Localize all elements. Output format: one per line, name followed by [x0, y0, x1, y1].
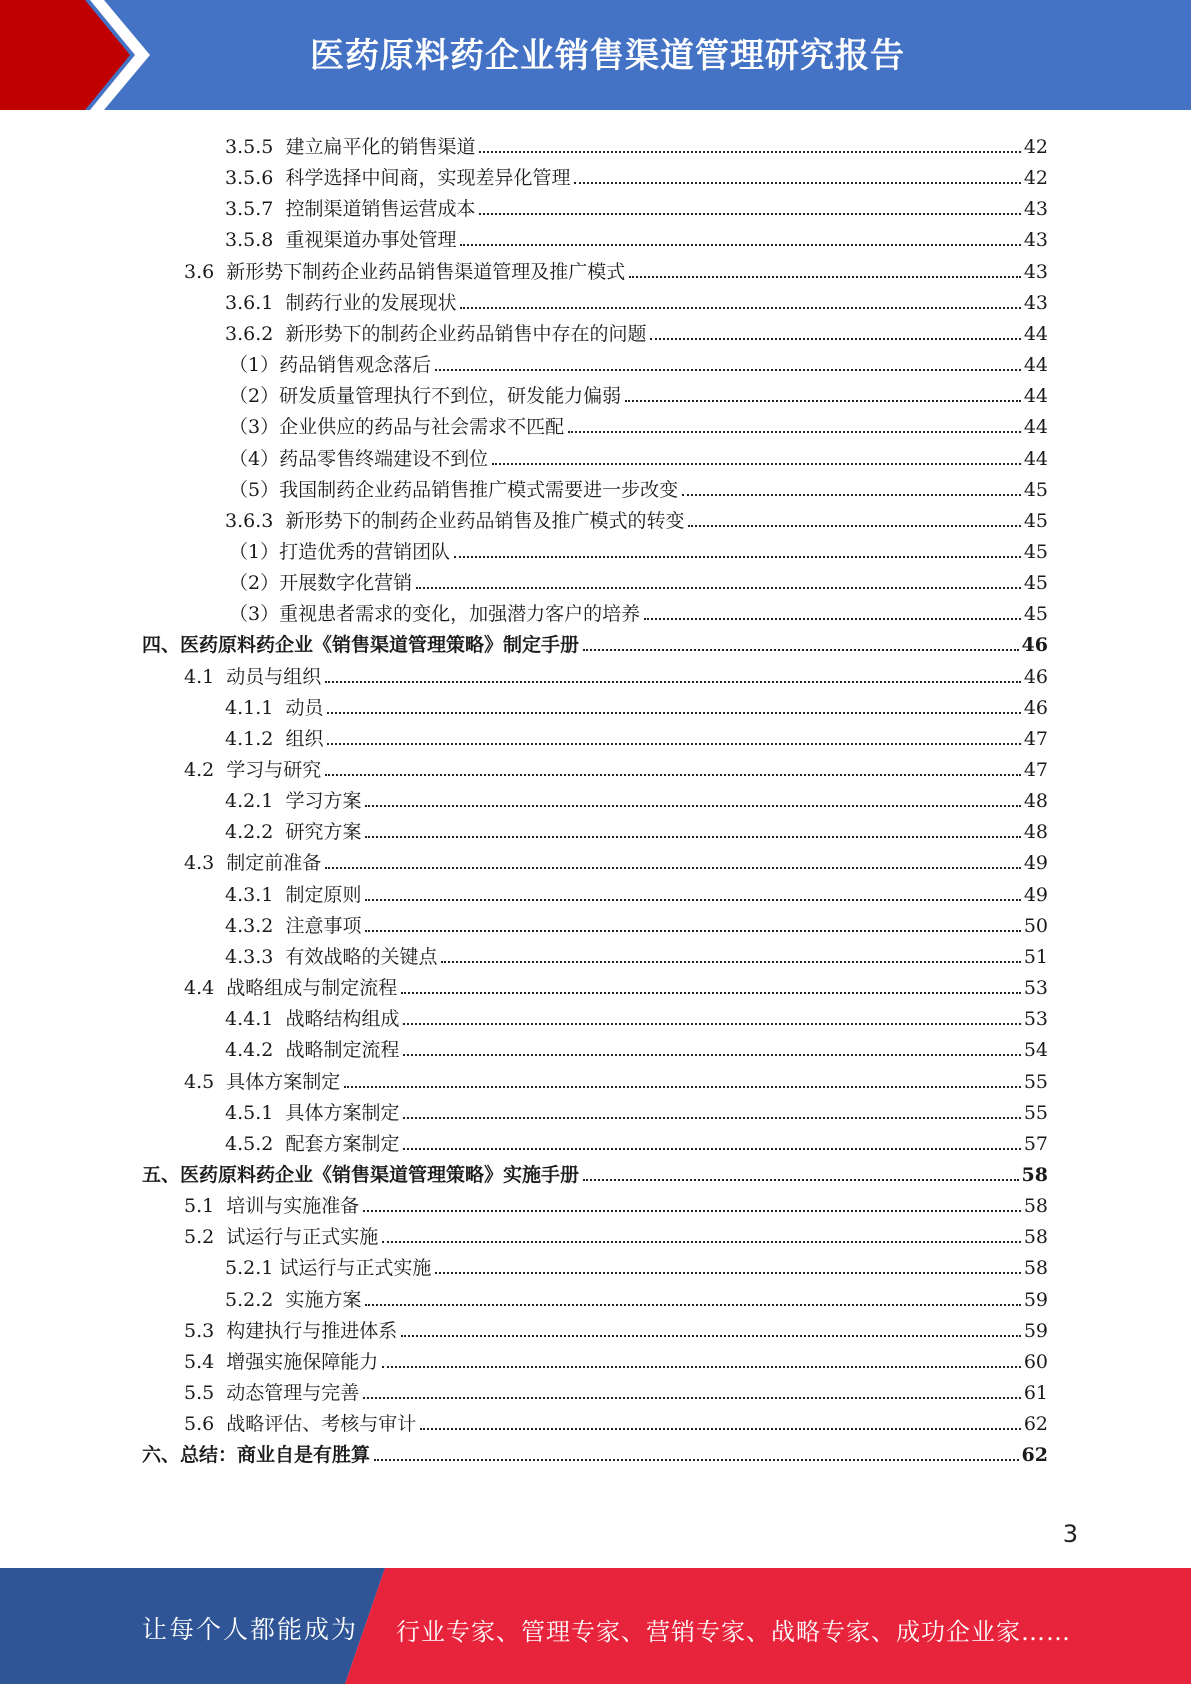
toc-entry-title: 新形势下的制药企业药品销售中存在的问题 [285, 322, 647, 345]
toc-entry-title: 制定前准备 [226, 852, 322, 875]
toc-entry-page: 57 [1023, 1132, 1048, 1155]
toc-entry[interactable] [142, 1436, 1048, 1467]
toc-entry[interactable] [229, 595, 1048, 626]
toc-entry-title: 新形势下的制药企业药品销售及推广模式的转变 [285, 509, 685, 532]
toc-entry[interactable] [225, 1094, 1048, 1125]
toc-entry-number: （1） [229, 540, 280, 563]
toc-dot-leader [401, 1334, 1021, 1337]
toc-entry-title: 动员与组织 [226, 665, 322, 688]
toc-entry[interactable] [184, 1405, 1048, 1436]
toc-entry-page: 47 [1023, 727, 1048, 750]
toc-entry-page: 43 [1023, 260, 1048, 283]
toc-entry-title: 四、医药原料药企业《销售渠道管理策略》制定手册 [142, 634, 580, 657]
toc-dot-leader [454, 555, 1021, 558]
page-number: 3 [1062, 1520, 1078, 1548]
toc-entry-number: 5.5 [184, 1382, 227, 1404]
toc-entry[interactable] [184, 1312, 1048, 1343]
toc-entry[interactable] [142, 1156, 1048, 1187]
toc-entry-title: 研发质量管理执行不到位，研发能力偏弱 [279, 385, 622, 408]
toc-entry-title: 配套方案制定 [285, 1132, 400, 1155]
toc-entry[interactable] [225, 782, 1048, 813]
footer-slogan-left: 让每个人都能成为 [142, 1615, 359, 1644]
page-footer [0, 1568, 1191, 1684]
toc-dot-leader [435, 1271, 1020, 1274]
toc-entry[interactable] [229, 533, 1048, 564]
toc-dot-leader [365, 835, 1020, 838]
toc-entry-number: 5.4 [184, 1350, 227, 1373]
toc-dot-leader [479, 212, 1020, 215]
toc-entry-title: 有效战略的关键点 [285, 945, 438, 968]
toc-entry[interactable] [225, 1031, 1048, 1062]
toc-dot-leader [327, 742, 1020, 745]
toc-entry[interactable] [225, 128, 1048, 159]
toc-entry-title: 科学选择中间商，实现差异化管理 [285, 167, 571, 190]
toc-dot-leader [682, 493, 1021, 496]
toc-dot-leader [460, 306, 1020, 309]
toc-dot-leader [382, 1240, 1021, 1243]
toc-entry[interactable] [225, 720, 1048, 751]
toc-entry[interactable] [229, 471, 1048, 502]
footer-slogan-right: 行业专家、管理专家、营销专家、战略专家、成功企业家…… [396, 1618, 1071, 1646]
toc-dot-leader [574, 181, 1020, 184]
toc-entry-page: 45 [1023, 603, 1048, 626]
toc-dot-leader [365, 1303, 1020, 1306]
toc-entry-page: 44 [1023, 416, 1048, 439]
toc-entry-number: 5.2 [184, 1226, 227, 1249]
toc-dot-leader [363, 1396, 1021, 1399]
toc-dot-leader [325, 866, 1021, 869]
toc-entry-page: 60 [1023, 1350, 1048, 1373]
toc-entry[interactable] [229, 408, 1048, 439]
toc-dot-leader [365, 929, 1020, 932]
toc-entry-title: 动员 [285, 696, 324, 719]
toc-entry-number: 4.1.1 [225, 696, 286, 719]
toc-dot-leader [492, 462, 1021, 465]
toc-entry-page: 44 [1023, 354, 1048, 377]
toc-entry-number: 5.2.1 [225, 1257, 280, 1280]
toc-dot-leader [382, 1365, 1021, 1368]
toc-entry-page: 45 [1023, 540, 1048, 563]
toc-entry-number: 4.1 [184, 665, 227, 688]
toc-entry-page: 46 [1023, 665, 1048, 688]
toc-entry-page: 43 [1023, 198, 1048, 221]
toc-entry[interactable] [225, 502, 1048, 533]
toc-entry-number: 3.5.5 [225, 136, 286, 158]
toc-entry-title: 建立扁平化的销售渠道 [285, 136, 476, 158]
toc-entry[interactable] [225, 1281, 1048, 1312]
toc-dot-leader [441, 960, 1020, 963]
toc-entry-title: 战略结构组成 [285, 1008, 400, 1031]
toc-entry[interactable] [225, 221, 1048, 252]
toc-dot-leader [403, 1022, 1020, 1025]
toc-entry-title: 试运行与正式实施 [226, 1226, 379, 1249]
toc-entry-number: 4.4.2 [225, 1039, 286, 1062]
toc-entry-title: 研究方案 [285, 821, 362, 844]
toc-entry-page: 53 [1023, 977, 1048, 1000]
toc-entry-title: 新形势下制药企业药品销售渠道管理及推广模式 [226, 260, 626, 283]
toc-entry-title: 学习与研究 [226, 759, 322, 781]
toc-entry-page: 53 [1023, 1008, 1048, 1031]
toc-entry-title: 实施方案 [285, 1288, 362, 1311]
toc-entry-title: 增强实施保障能力 [226, 1350, 379, 1373]
toc-entry-page: 61 [1023, 1382, 1048, 1404]
toc-entry-number: 3.5.7 [225, 198, 286, 221]
toc-entry-title: 企业供应的药品与社会需求不匹配 [279, 416, 565, 439]
toc-entry-number: （3） [229, 416, 280, 439]
toc-entry-number: 3.6 [184, 260, 227, 283]
toc-entry-page: 48 [1023, 790, 1048, 813]
toc-entry-page: 55 [1023, 1070, 1048, 1093]
toc-entry-number: 5.1 [184, 1195, 227, 1218]
toc-entry-number: 5.2.2 [225, 1288, 286, 1311]
toc-entry-number: （1） [229, 354, 280, 377]
toc-entry[interactable] [184, 658, 1048, 689]
toc-dot-leader [374, 1458, 1019, 1461]
toc-entry-number: （2） [229, 572, 280, 595]
toc-entry-number: 3.5.6 [225, 167, 286, 190]
toc-entry-title: 重视渠道办事处管理 [285, 229, 457, 252]
toc-dot-leader [403, 1116, 1020, 1119]
toc-entry-page: 46 [1023, 696, 1048, 719]
toc-entry-page: 59 [1023, 1288, 1048, 1311]
toc-entry-number: （3） [229, 603, 280, 626]
toc-entry-page: 54 [1023, 1039, 1048, 1062]
toc-entry-title: 学习方案 [285, 790, 362, 813]
toc-entry-page: 62 [1021, 1444, 1048, 1467]
toc-entry[interactable] [184, 1374, 1048, 1405]
toc-entry[interactable] [225, 689, 1048, 720]
toc-entry-page: 50 [1023, 914, 1048, 937]
toc-entry-page: 58 [1023, 1195, 1048, 1218]
toc-entry-page: 58 [1021, 1163, 1048, 1186]
toc-entry-title: 战略制定流程 [285, 1039, 400, 1062]
toc-dot-leader [325, 680, 1021, 683]
toc-entry-page: 43 [1023, 229, 1048, 252]
toc-entry[interactable] [225, 284, 1048, 315]
toc-dot-leader [583, 1178, 1019, 1181]
toc-entry-title: 重视患者需求的变化，加强潜力客户的培养 [279, 603, 641, 626]
toc-dot-leader [401, 991, 1021, 994]
toc-entry-number: 3.6.1 [225, 291, 286, 314]
toc-entry-title: 培训与实施准备 [226, 1195, 360, 1218]
toc-entry-page: 45 [1023, 509, 1048, 532]
toc-entry-number: 4.4 [184, 977, 227, 1000]
toc-dot-leader [479, 150, 1020, 153]
toc-entry-page: 45 [1023, 572, 1048, 595]
toc-dot-leader [568, 430, 1021, 433]
toc-entry[interactable] [229, 346, 1048, 377]
toc-dot-leader [363, 1209, 1021, 1212]
toc-entry-number: 4.5.2 [225, 1132, 286, 1155]
toc-entry[interactable] [225, 938, 1048, 969]
toc-entry-page: 45 [1023, 478, 1048, 501]
toc-dot-leader [644, 617, 1021, 620]
toc-entry-number: 3.5.8 [225, 229, 286, 252]
toc-entry-title: 开展数字化营销 [279, 572, 413, 595]
toc-dot-leader [344, 1085, 1021, 1088]
toc-entry-page: 49 [1023, 852, 1048, 875]
toc-entry-page: 59 [1023, 1319, 1048, 1342]
toc-entry[interactable] [225, 1000, 1048, 1031]
toc-entry-title: 制药行业的发展现状 [285, 291, 457, 314]
toc-entry[interactable] [225, 315, 1048, 346]
toc-entry-title: 制定原则 [285, 883, 362, 906]
toc-entry-page: 58 [1023, 1257, 1048, 1280]
toc-entry-number: 4.2.2 [225, 821, 286, 844]
toc-entry-page: 48 [1023, 821, 1048, 844]
toc-entry-number: （4） [229, 447, 280, 470]
toc-entry-page: 58 [1023, 1226, 1048, 1249]
toc-dot-leader [327, 711, 1020, 714]
toc-entry-number: （2） [229, 385, 280, 408]
toc-entry-number: （5） [229, 478, 280, 501]
toc-entry[interactable] [184, 253, 1048, 284]
toc-entry-title: 具体方案制定 [285, 1101, 400, 1124]
toc-entry[interactable] [184, 969, 1048, 1000]
toc-entry-number: 4.3.1 [225, 883, 286, 906]
toc-entry-number: 4.2.1 [225, 790, 286, 813]
page-header [0, 0, 1191, 110]
toc-entry-number: 4.3.3 [225, 945, 286, 968]
toc-entry-page: 43 [1023, 291, 1048, 314]
toc-entry[interactable] [229, 564, 1048, 595]
toc-dot-leader [583, 648, 1019, 651]
toc-entry[interactable] [184, 844, 1048, 875]
toc-entry-number: 4.1.2 [225, 727, 286, 750]
toc-dot-leader [650, 337, 1020, 340]
toc-dot-leader [403, 1147, 1020, 1150]
toc-entry-title: 构建执行与推进体系 [226, 1319, 398, 1342]
toc-dot-leader [325, 773, 1021, 776]
toc-entry-title: 注意事项 [285, 914, 362, 937]
toc-entry-number: 3.6.2 [225, 322, 286, 345]
toc-entry[interactable] [225, 159, 1048, 190]
toc-dot-leader [435, 368, 1021, 371]
toc-entry[interactable] [184, 1187, 1048, 1218]
toc-entry-title: 我国制药企业药品销售推广模式需要进一步改变 [279, 478, 679, 501]
toc-entry[interactable] [225, 190, 1048, 221]
toc-entry-title: 六、总结：商业自是有胜算 [142, 1444, 371, 1467]
toc-entry-page: 42 [1023, 167, 1048, 190]
toc-dot-leader [460, 243, 1020, 246]
toc-dot-leader [416, 586, 1021, 589]
toc-entry-page: 44 [1023, 447, 1048, 470]
toc-entry-title: 五、医药原料药企业《销售渠道管理策略》实施手册 [142, 1163, 580, 1186]
toc-entry-number: 5.3 [184, 1319, 227, 1342]
toc-entry[interactable] [184, 1343, 1048, 1374]
toc-entry-page: 47 [1023, 759, 1048, 781]
toc-entry[interactable] [184, 1218, 1048, 1249]
toc-entry[interactable] [184, 751, 1048, 782]
toc-entry-title: 试运行与正式实施 [279, 1257, 432, 1280]
toc-dot-leader [365, 898, 1020, 901]
toc-entry-number: 4.3.2 [225, 914, 286, 937]
toc-entry-page: 44 [1023, 322, 1048, 345]
toc-entry-number: 4.2 [184, 759, 227, 781]
toc-entry[interactable] [225, 876, 1048, 907]
toc-dot-leader [365, 804, 1020, 807]
toc-entry[interactable] [229, 377, 1048, 408]
toc-entry-title: 打造优秀的营销团队 [279, 540, 451, 563]
toc-entry-title: 战略评估、考核与审计 [226, 1413, 417, 1436]
toc-entry[interactable] [225, 813, 1048, 844]
toc-dot-leader [625, 399, 1021, 402]
report-title: 医药原料药企业销售渠道管理研究报告 [310, 36, 905, 76]
toc-entry-page: 42 [1023, 136, 1048, 158]
toc-entry-page: 62 [1023, 1413, 1048, 1436]
toc-entry-page: 49 [1023, 883, 1048, 906]
toc-entry-title: 动态管理与完善 [226, 1382, 360, 1404]
toc-entry-page: 51 [1023, 945, 1048, 968]
toc-entry[interactable] [142, 626, 1048, 657]
toc-entry-number: 4.4.1 [225, 1008, 286, 1031]
toc-entry-number: 4.5.1 [225, 1101, 286, 1124]
toc-entry[interactable] [225, 1249, 1048, 1280]
toc-dot-leader [629, 275, 1021, 278]
toc-entry[interactable] [229, 440, 1048, 471]
toc-entry-number: 3.6.3 [225, 509, 286, 532]
toc-entry-number: 4.3 [184, 852, 227, 875]
toc-entry-title: 药品销售观念落后 [279, 354, 432, 377]
toc-dot-leader [420, 1427, 1021, 1430]
toc-entry-title: 药品零售终端建设不到位 [279, 447, 489, 470]
toc-entry-number: 5.6 [184, 1413, 227, 1436]
toc-entry-page: 55 [1023, 1101, 1048, 1124]
toc-entry-title: 组织 [285, 727, 324, 750]
toc-dot-leader [688, 524, 1020, 527]
toc-entry-title: 具体方案制定 [226, 1070, 341, 1093]
toc-entry-title: 战略组成与制定流程 [226, 977, 398, 1000]
toc-entry-number: 4.5 [184, 1070, 227, 1093]
toc-entry[interactable] [225, 907, 1048, 938]
toc-entry[interactable] [184, 1063, 1048, 1094]
toc-entry[interactable] [225, 1125, 1048, 1156]
toc-entry-page: 46 [1021, 634, 1048, 657]
toc-entry-page: 44 [1023, 385, 1048, 408]
toc-entry-title: 控制渠道销售运营成本 [285, 198, 476, 221]
toc-dot-leader [403, 1053, 1020, 1056]
